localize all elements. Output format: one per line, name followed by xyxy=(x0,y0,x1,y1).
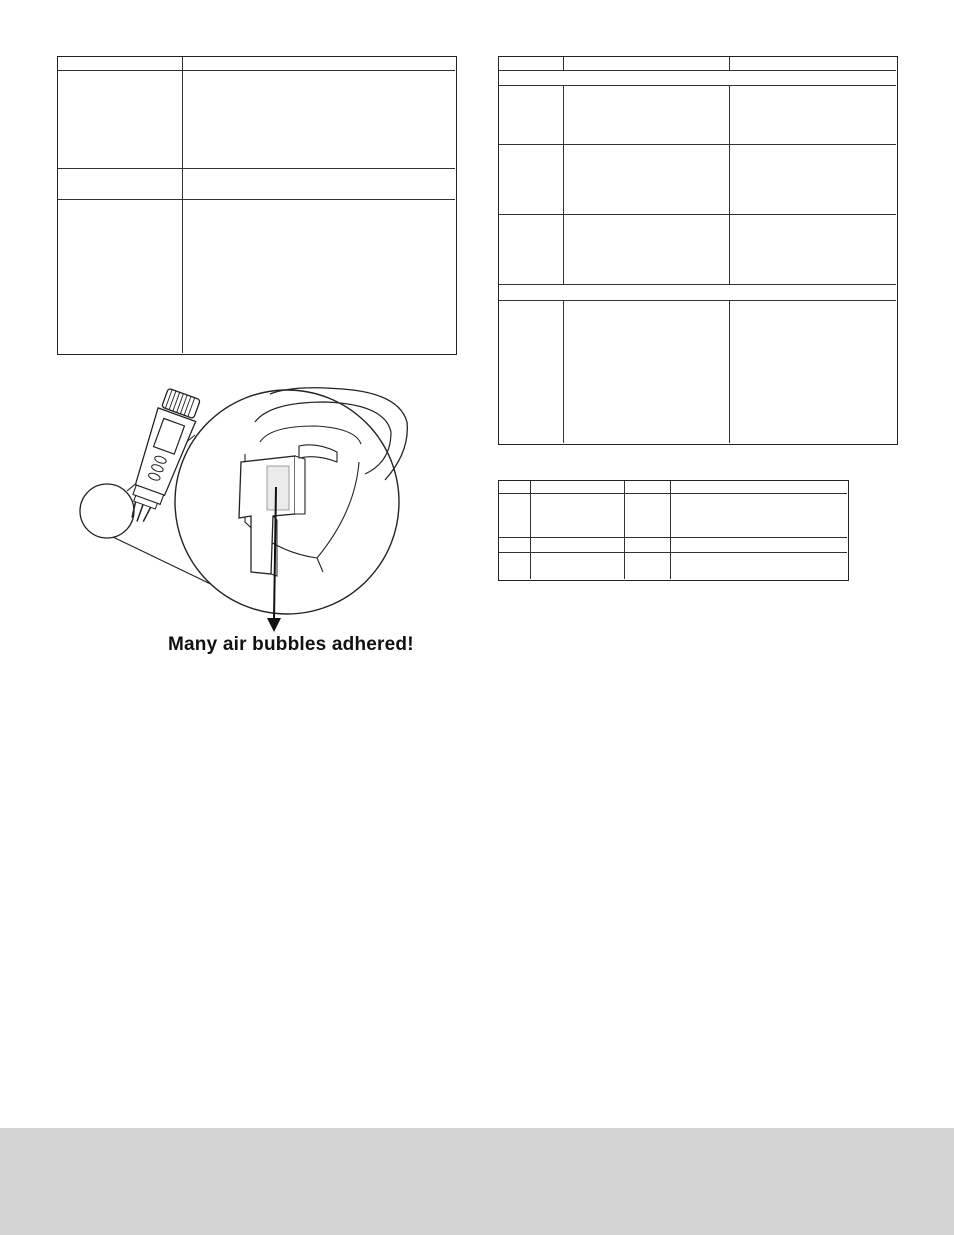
table-column-rule xyxy=(182,57,183,353)
table-column-rule xyxy=(563,85,564,285)
illustration-caption: Many air bubbles adhered! xyxy=(168,634,414,655)
arrow-head-icon xyxy=(267,618,281,632)
tip-highlight-circle xyxy=(80,484,134,538)
table-section-rule xyxy=(499,85,896,86)
table-row-rule xyxy=(499,284,896,285)
table-header-rule xyxy=(499,493,847,494)
table-column-rule xyxy=(670,481,671,579)
table-row-rule xyxy=(58,199,455,200)
table-row-rule xyxy=(499,144,896,145)
air-bubbles-area xyxy=(267,466,289,510)
table-section-rule xyxy=(499,300,896,301)
table-column-rule xyxy=(563,57,564,70)
table-column-rule xyxy=(530,481,531,579)
left-table xyxy=(57,56,457,355)
table-column-rule xyxy=(729,85,730,285)
table-column-rule xyxy=(624,481,625,579)
table-row-rule xyxy=(58,168,455,169)
small-table xyxy=(498,480,849,581)
table-header-rule xyxy=(58,70,455,71)
table-column-rule xyxy=(563,300,564,443)
table-column-rule xyxy=(729,300,730,443)
table-row-rule xyxy=(499,537,847,538)
table-row-rule xyxy=(499,552,847,553)
footer-band xyxy=(0,1128,954,1235)
table-column-rule xyxy=(729,57,730,70)
table-header-rule xyxy=(499,70,896,71)
right-table xyxy=(498,56,898,445)
pen-meter-illustration xyxy=(55,362,465,662)
table-row-rule xyxy=(499,214,896,215)
